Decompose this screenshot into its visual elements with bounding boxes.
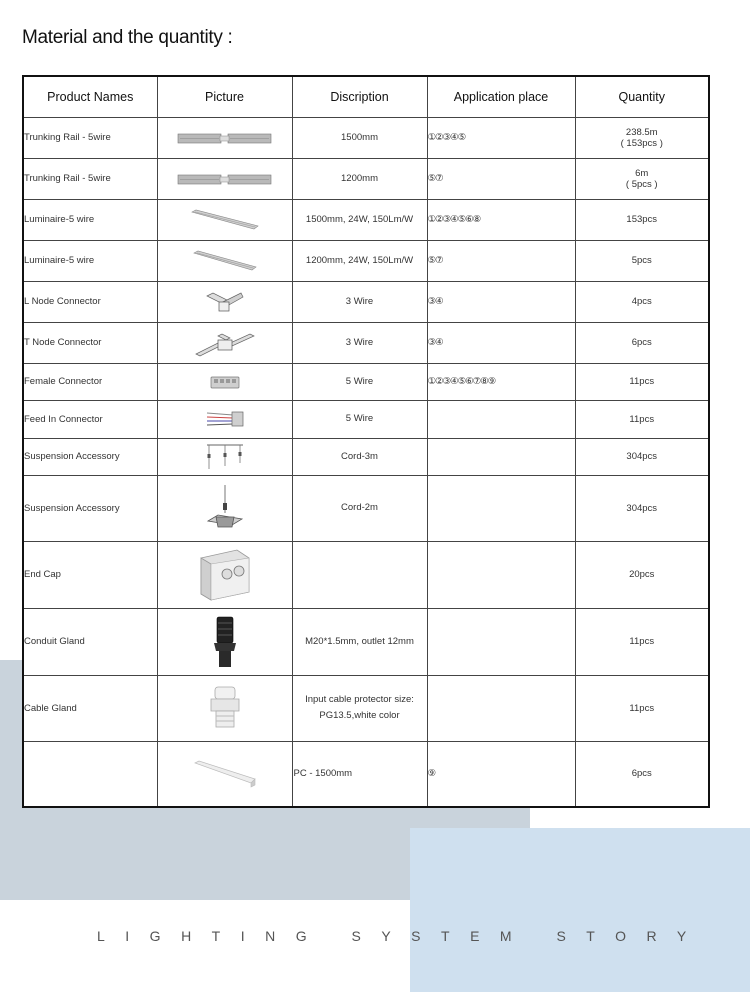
- application-place: ⑤⑦: [427, 158, 575, 199]
- quantity-value: 6pcs: [575, 741, 709, 807]
- product-name: Luminaire-5 wire: [23, 199, 157, 240]
- table-row: [23, 117, 709, 158]
- quantity-note: ( 153pcs ): [620, 137, 663, 149]
- product-description: 3 Wire: [292, 281, 427, 322]
- t-node-connector-icon: [194, 328, 256, 358]
- header-description: Discription: [292, 76, 427, 117]
- quantity-value: 20pcs: [575, 541, 709, 608]
- product-name: Suspension Accessory: [23, 438, 157, 475]
- suspension-cord-icon: [203, 442, 247, 472]
- luminaire-icon: [192, 249, 258, 273]
- pc-cover-strip-icon: [193, 759, 257, 789]
- suspension-bracket-icon: [202, 483, 248, 533]
- application-place: [427, 541, 575, 608]
- cable-gland-icon: [207, 685, 243, 731]
- quantity-value: 11pcs: [575, 675, 709, 741]
- quantity-value: 238.5m: [625, 126, 658, 138]
- product-name: Trunking Rail - 5wire: [23, 117, 157, 158]
- header-picture: Picture: [157, 76, 292, 117]
- table-row: [23, 675, 709, 741]
- header-quantity: Quantity: [575, 76, 709, 117]
- table-row: [23, 158, 709, 199]
- table-row: [23, 400, 709, 438]
- application-place: ③④: [427, 322, 575, 363]
- luminaire-icon: [190, 208, 260, 232]
- product-name: Trunking Rail - 5wire: [23, 158, 157, 199]
- product-description: Cord-3m: [292, 438, 427, 475]
- table-row: [23, 541, 709, 608]
- header-product-names: Product Names: [23, 76, 157, 117]
- table-row: [23, 741, 709, 807]
- feed-in-connector-icon: [205, 409, 245, 429]
- product-name: Conduit Gland: [23, 608, 157, 675]
- application-place: ③④: [427, 281, 575, 322]
- product-description: 5 Wire: [292, 363, 427, 400]
- product-description: 3 Wire: [292, 322, 427, 363]
- product-name: Feed In Connector: [23, 400, 157, 438]
- material-table: [22, 75, 710, 808]
- product-description: PC - 1500mm: [292, 741, 427, 807]
- trunking-rail-icon: [177, 172, 272, 186]
- product-description: Input cable protector size:: [305, 694, 414, 705]
- quantity-value: 4pcs: [575, 281, 709, 322]
- quantity-value: 11pcs: [575, 608, 709, 675]
- application-place: [427, 675, 575, 741]
- page-title: Material and the quantity :: [22, 27, 233, 48]
- table-row: [23, 322, 709, 363]
- quantity-value: 11pcs: [575, 363, 709, 400]
- header-application-place: Application place: [427, 76, 575, 117]
- l-node-connector-icon: [203, 290, 247, 314]
- table-row: [23, 363, 709, 400]
- quantity-value: 5pcs: [575, 240, 709, 281]
- table-row: [23, 281, 709, 322]
- product-description: [292, 541, 427, 608]
- product-description: 1500mm: [292, 117, 427, 158]
- product-name: [23, 741, 157, 807]
- quantity-value: 11pcs: [575, 400, 709, 438]
- application-place: ⑤⑦: [427, 240, 575, 281]
- quantity-value: 6m: [635, 167, 649, 179]
- product-name: Suspension Accessory: [23, 475, 157, 541]
- quantity-value: 153pcs: [575, 199, 709, 240]
- conduit-gland-icon: [210, 615, 240, 669]
- product-name: L Node Connector: [23, 281, 157, 322]
- product-description: Cord-2m: [292, 475, 427, 541]
- product-name: End Cap: [23, 541, 157, 608]
- product-name: Female Connector: [23, 363, 157, 400]
- product-name: T Node Connector: [23, 322, 157, 363]
- application-place: [427, 608, 575, 675]
- table-header-row: [23, 76, 709, 117]
- trunking-rail-icon: [177, 131, 272, 145]
- table-row: [23, 438, 709, 475]
- product-description: 1200mm, 24W, 150Lm/W: [292, 240, 427, 281]
- product-description-detail: PG13.5,white color: [319, 710, 400, 721]
- application-place: [427, 438, 575, 475]
- table-row: [23, 608, 709, 675]
- quantity-value: 6pcs: [575, 322, 709, 363]
- application-place: [427, 400, 575, 438]
- end-cap-icon: [197, 548, 253, 602]
- product-description: 1200mm: [292, 158, 427, 199]
- application-place: ①②③④⑤⑥⑦⑧⑨: [427, 363, 575, 400]
- application-place: [427, 475, 575, 541]
- product-description: 5 Wire: [292, 400, 427, 438]
- table-row: [23, 240, 709, 281]
- product-description: 1500mm, 24W, 150Lm/W: [292, 199, 427, 240]
- product-name: Luminaire-5 wire: [23, 240, 157, 281]
- application-place: ①②③④⑤⑥⑧: [427, 199, 575, 240]
- product-name: Cable Gland: [23, 675, 157, 741]
- female-connector-icon: [209, 373, 241, 391]
- application-place: ⑨: [427, 741, 575, 807]
- quantity-value: 304pcs: [575, 475, 709, 541]
- background-blue-block: [410, 828, 750, 992]
- application-place: ①②③④⑤: [427, 117, 575, 158]
- table-row: [23, 199, 709, 240]
- footer-tagline: LIGHTING SYSTEM STORY: [97, 928, 707, 944]
- quantity-note: ( 5pcs ): [625, 178, 658, 190]
- table-row: [23, 475, 709, 541]
- quantity-value: 304pcs: [575, 438, 709, 475]
- product-description: M20*1.5mm, outlet 12mm: [292, 608, 427, 675]
